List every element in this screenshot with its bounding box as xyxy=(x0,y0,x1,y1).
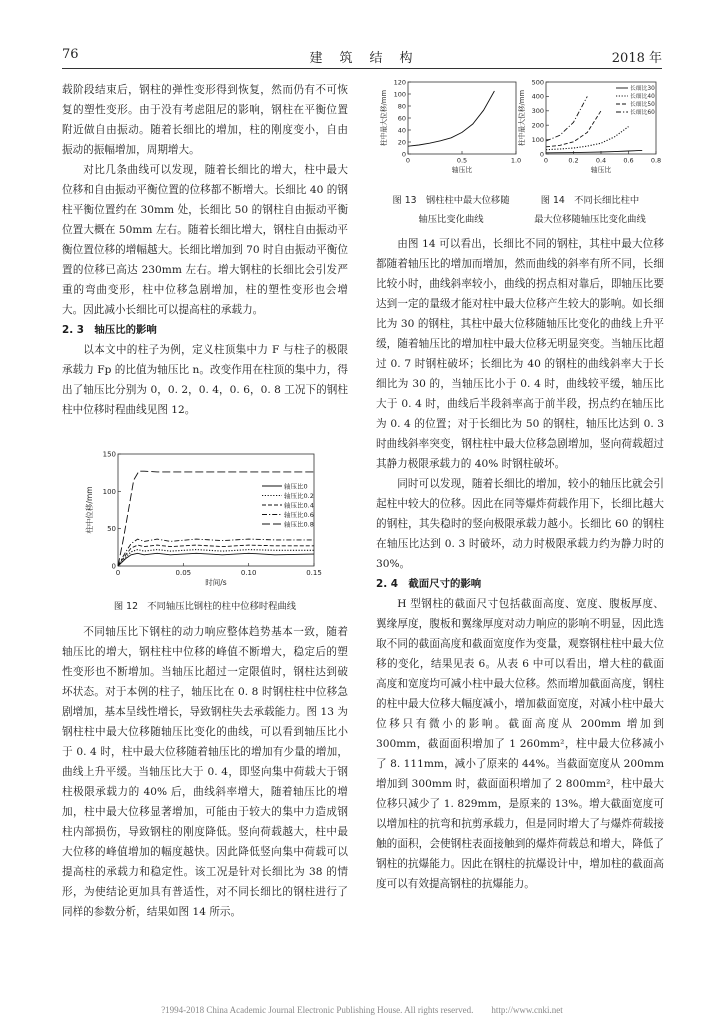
right-paragraph-3: H 型钢柱的截面尺寸包括截面高度、宽度、腹板厚度、翼缘厚度，腹板和翼缘厚度对动力响应的影响不明显，因此选取不同的截面高度和截面宽度作为变量，观察钢柱柱中最大位移的变化，结果见表 6。从表 6 中可以看出，增大柱的截面高度和宽度均可减小柱中最大位移。然而增加截面高度，钢柱的柱中最大位移大幅度减小，增加截面宽度，对减小柱中最大位移只有微小的影响。截面高度从 200mm 增加到 300mm，截面面积增加了 1 260mm²，柱中最大位移减小了 8. 111mm，减小了原来的 44%。当截面宽度从 200mm 增加到 300mm 时，截面面积增加了 2 800mm²，柱中最大位移只减少了 1. 829mm，是原来的 13%。增大截面宽度可以增加柱的抗弯和抗剪承载力，但是同时增大了与爆炸荷载接触的面积，会使钢柱表面接触到的爆炸荷载总和增大，降低了钢柱的抗爆能力。因此在钢柱的抗爆设计中，增加柱的截面高度可以有效提高钢柱的抗爆能力。 xyxy=(376,598,664,890)
y-tick-label: 200 xyxy=(531,121,544,130)
y-tick-label: 60 xyxy=(397,114,406,123)
y-tick-label: 50 xyxy=(107,525,116,534)
copyright-footer: ?1994-2018 China Academic Journal Electronic Publishing House. All rights reserved. http://www.cnki.net xyxy=(161,1005,563,1015)
section-heading-2-4: 2. 4 截面尺寸的影响 xyxy=(376,578,482,590)
x-tick-label: 0.6 xyxy=(623,156,634,165)
left-paragraph-1: 载阶段结束后，钢柱的弹性变形得到恢复，然而仍有不可恢复的塑性变形。由于没有考虑阻尼的影响，钢柱在平衡位置附近做自由振动。随着长细比的增加，柱的刚度变小，自由振动的振幅增加，周期增大。 xyxy=(62,84,348,156)
x-axis-label: 时间/s xyxy=(205,578,227,587)
y-tick-label: 150 xyxy=(102,450,116,459)
figure-14-caption-line-2: 最大位移随轴压比变化曲线 xyxy=(534,214,646,225)
x-axis-label: 轴压比 xyxy=(451,166,473,174)
series-line-3 xyxy=(118,545,314,566)
y-axis-label: 柱中最大位移/mm xyxy=(518,89,526,147)
right-paragraph-2: 同时可以发现，随着长细比的增加，较小的轴压比就会引起柱中较大的位移。因此在同等爆炸荷载作用下，长细比越大的钢柱，其失稳时的竖向极限承载力越小。长细比 60 的钢柱在轴压比达到 0. 3 时破坏，动力时极限承载力约为静力时的 30%。 xyxy=(376,478,664,570)
x-tick-label: 0.8 xyxy=(650,156,662,165)
y-tick-label: 0 xyxy=(111,562,116,571)
x-tick-label: 0 xyxy=(115,569,121,577)
y-tick-label: 400 xyxy=(531,92,544,101)
left-column-bottom xyxy=(62,622,348,922)
x-tick-label: 0.5 xyxy=(456,156,468,165)
y-tick-label: 0 xyxy=(401,150,406,159)
legend-label-4: 轴压比0.6 xyxy=(284,510,314,519)
y-tick-label: 80 xyxy=(397,102,406,111)
y-tick-label: 120 xyxy=(393,78,406,87)
figure-13-caption xyxy=(378,192,524,225)
plot-frame xyxy=(546,82,656,154)
series-line-4 xyxy=(118,539,314,566)
legend-label-1: 长细比30 xyxy=(630,86,655,93)
x-tick-label: 0.10 xyxy=(240,569,257,577)
legend-label-1: 轴压比0 xyxy=(284,482,308,491)
y-axis-label: 柱中位移/mm xyxy=(85,486,94,534)
series-line-1 xyxy=(408,91,494,146)
series-line-3 xyxy=(546,111,601,147)
left-paragraph-3: 以本文中的柱子为例，定义柱顶集中力 F 与柱子的极限承载力 Fp 的比值为轴压比 n。改变作用在柱顶的集中力，得出了轴压比分别为 0，0. 2，0. 4，0. 6，0. 8 工况下的钢柱柱中位移时程曲线见图 12。 xyxy=(62,344,348,416)
series-line-4 xyxy=(546,96,587,141)
left-paragraph-2: 对比几条曲线可以发现，随着长细比的增大，柱中最大位移和自由振动平衡位置的位移都不断增大。长细比 40 的钢柱平衡位置约在 30mm 处，长细比 50 的钢柱自由振动平衡位置大概在 50mm 左右。随着长细比增大，钢柱自由振动平衡位置位移的增幅越大。长细比增加到 70 时自由振动平衡位置的位移已高达 230mm 左右。增大钢柱的长细比会引发严重的弯曲变形，柱中位移急剧增加，柱的塑性变形也会增大。因此减小长细比可以提高柱的承载力。 xyxy=(62,164,348,316)
x-tick-label: 0 xyxy=(543,156,549,165)
y-tick-label: 100 xyxy=(393,90,406,99)
publication-year: 2018 年 xyxy=(611,51,662,66)
figure-14-chart xyxy=(516,76,664,186)
y-tick-label: 40 xyxy=(397,126,406,135)
legend-label-2: 轴压比0.2 xyxy=(284,491,314,500)
figure-14-caption-line-1: 图 14 不同长细比柱中 xyxy=(540,195,640,206)
legend-label-3: 长细比50 xyxy=(630,102,655,109)
legend-label-2: 长细比40 xyxy=(630,94,655,101)
right-paragraph-1: 由图 14 可以看出，长细比不同的钢柱，其柱中最大位移都随着轴压比的增加而增加，然而曲线的斜率有所不同，长细比较小时，曲线斜率较小，曲线的拐点相对靠后，即轴压比要达到一定的量级才能对柱中最大位移产生较大的影响。如长细比为 30 的钢柱，其柱中最大位移随轴压比变化的曲线上升平缓，随着轴压比的增加柱中最大位移无明显突变。当轴压比超过 0. 7 时钢柱破坏；长细比为 40 的钢柱的曲线斜率大于长细比为 30 的，当轴压比小于 0. 4 时，曲线较平缓，轴压比大于 0. 4 时，曲线后半段斜率高于前半段，拐点约在轴压比为 0. 4 的位置；对于长细比为 50 的钢柱，轴压比达到 0. 3 时曲线斜率突变，钢柱柱中最大位移急剧增加，竖向荷载超过其静力极限承载力的 40% 时钢柱破坏。 xyxy=(376,238,664,470)
figure-12-chart xyxy=(70,448,350,592)
series-line-1 xyxy=(546,150,642,152)
figure-13-chart xyxy=(378,76,526,186)
series-line-1 xyxy=(118,553,314,566)
x-tick-label: 0.4 xyxy=(595,156,607,165)
y-tick-label: 100 xyxy=(102,487,116,496)
y-tick-label: 300 xyxy=(531,107,544,116)
x-tick-label: 0.15 xyxy=(306,569,322,577)
series-line-2 xyxy=(118,550,314,566)
page-number: 76 xyxy=(62,47,79,62)
right-column xyxy=(376,234,664,894)
y-axis-label: 柱中最大位移/mm xyxy=(380,89,388,147)
x-tick-label: 0.2 xyxy=(568,156,579,165)
figure-13-caption-line-2: 轴压比变化曲线 xyxy=(418,214,484,225)
left-paragraph-4: 不同轴压比下钢柱的动力响应整体趋势基本一致，随着轴压比的增大，钢柱柱中位移的峰值不断增大，稳定后的塑性变形也不断增加。当轴压比超过一定限值时，钢柱达到破坏状态。对于本例的柱子，轴压比在 0. 8 时钢柱柱中位移急剧增加，基本呈线性增长，导致钢柱失去承载能力。图 13 为钢柱柱中最大位移随轴压比变化的曲线，可以看到轴压比小于 0. 4 时，柱中最大位移随着轴压比的增加有少量的增加，曲线上升平缓。当轴压比大于 0. 4，即竖向集中荷载大于钢柱极限承载力的 40% 后，曲线斜率增大，随着轴压比的增加，柱中最大位移显著增加，可能由于较大的集中力造成钢柱内部损伤，导致钢柱的刚度降低。竖向荷载越大，柱中最大位移的峰值增加的幅度越快。因此降低竖向集中荷载可以提高柱的承载力和稳定性。该工况是针对长细比为 38 的情形，为使结论更加具有普适性，对不同长细比的钢柱进行了同样的参数分析，结果如图 14 所示。 xyxy=(62,626,348,918)
journal-title: 建 筑 结 构 xyxy=(309,51,415,66)
figure-13-caption-line-1: 图 13 钢柱柱中最大位移随 xyxy=(392,195,510,206)
legend-label-4: 长细比60 xyxy=(630,110,655,117)
y-tick-label: 100 xyxy=(531,135,544,144)
series-line-2 xyxy=(546,127,629,150)
section-heading-2-3: 2. 3 轴压比的影响 xyxy=(62,324,157,336)
x-tick-label: 0 xyxy=(405,156,411,165)
figure-14-caption xyxy=(516,192,664,225)
y-tick-label: 20 xyxy=(397,138,406,147)
left-column-top xyxy=(62,80,348,420)
y-tick-label: 500 xyxy=(531,78,544,87)
y-tick-label: 0 xyxy=(539,150,544,159)
header-rule xyxy=(62,68,662,69)
plot-frame xyxy=(408,82,516,154)
x-tick-label: 0.05 xyxy=(175,569,192,577)
x-axis-label: 轴压比 xyxy=(590,166,612,174)
figure-12-caption: 图 12 不同轴压比钢柱的柱中位移时程曲线 xyxy=(113,601,297,612)
legend-label-3: 轴压比0.4 xyxy=(284,501,314,510)
legend-label-5: 轴压比0.8 xyxy=(284,520,314,529)
x-tick-label: 1.0 xyxy=(510,156,522,165)
